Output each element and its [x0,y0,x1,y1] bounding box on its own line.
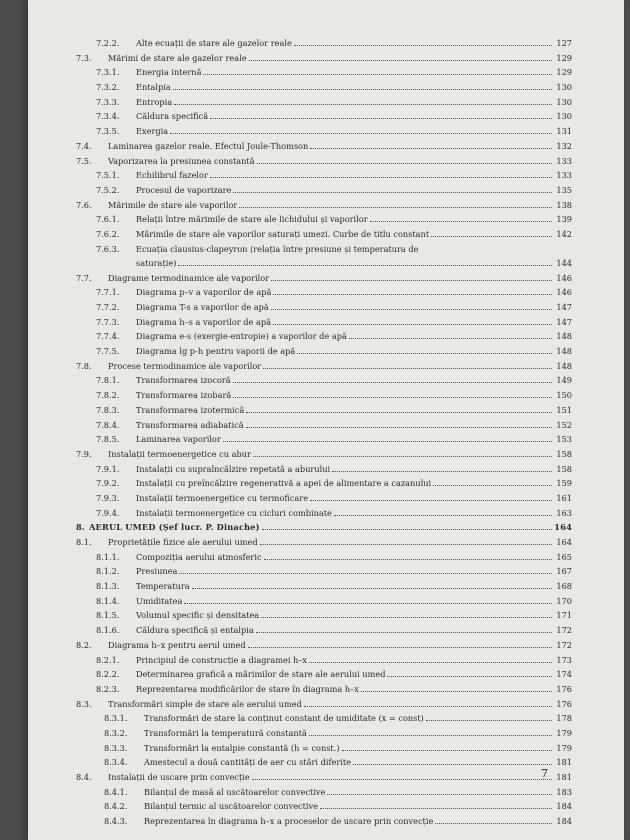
toc-entry-title: Determinarea grafică a mărimilor de stare ale aerului umed [136,669,386,680]
toc-entry-number: 8.1.5. [96,610,120,621]
toc-entry [76,80,572,95]
toc-entry-page: 179 [556,727,572,738]
toc-entry [76,329,572,344]
dot-leader [249,51,552,61]
dot-leader [233,373,552,383]
dot-leader [294,36,552,46]
toc-entry [76,183,572,198]
toc-entry-page: 164 [556,537,572,547]
toc-entry-title-continued: saturație) [136,258,177,269]
toc-entry-title: Diagrama lg p-h pentru vaporii de apă [136,346,296,357]
toc-entry-number: 8.2.2. [96,669,120,680]
toc-entry-title: Reprezentarea modificărilor de stare în diagrama h–x [136,683,359,694]
toc-entry-title: Temperatura [136,581,190,592]
toc-entry-page: 153 [556,434,572,445]
dot-leader [431,227,552,237]
toc-entry [76,154,572,169]
toc-entry [76,491,572,506]
dot-leader [210,168,552,178]
toc-entry-title: Diagrama p–v a vaporilor de apă [136,287,272,298]
toc-entry-title: Transformarea izobară [136,390,232,401]
toc-entry-number: 7.5.2. [96,184,120,195]
toc-entry-number: 7.9. [76,448,92,459]
toc-entry-page: 148 [556,346,572,357]
toc-entry-title: Diagrama h–s a vaporilor de apă [136,316,271,327]
toc-entry [76,212,572,227]
toc-entry-page: 147 [556,316,572,327]
toc-entry [76,95,572,110]
toc-entry-title: Transformarea adiabatică [136,419,244,430]
toc-entry [76,271,572,286]
toc-entry-number: 7.9.2. [96,478,120,489]
toc-entry-number: 8.2.1. [96,654,120,665]
page-folio: 7 [541,767,548,780]
dot-leader [435,814,552,824]
toc-entry [76,65,572,80]
toc-entry-number: 8. [76,522,85,533]
toc-entry [76,638,572,653]
dot-leader [248,638,552,648]
toc-entry-title: Vaporizarea la presiunea constantă [108,155,255,166]
toc-entry-title: Ecuația clausius-clapeyron (relația între presiune și temperatura de [136,243,419,254]
toc-entry [76,755,572,770]
toc-entry-number: 8.1.3. [96,581,120,592]
toc-entry-page: 184 [556,801,572,812]
dot-leader [304,697,552,707]
dot-leader [261,608,552,618]
toc-entry [76,697,572,712]
toc-entry-title: Alte ecuații de stare ale gazelor reale [136,38,292,48]
toc-entry-number: 7.2.2. [96,38,120,48]
toc-entry [76,506,572,521]
toc-entry-page: 152 [556,419,572,430]
toc-entry-page: 172 [556,639,572,650]
toc-entry-number: 7.3.4. [96,111,120,122]
toc-entry-title: Laminarea gazelor reale. Efectul Joule-Thomson [108,140,309,151]
toc-entry-page: 133 [556,155,572,166]
toc-entry-title: Transformări de stare la conținut constant de umiditate (x = const) [144,713,424,724]
toc-entry-number: 8.4.3. [104,816,128,827]
toc-entry [76,785,572,800]
toc-entry-title: Proprietățile fizice ale aerului umed [108,537,258,547]
toc-entry [76,373,572,388]
toc-entry-title: Amestecul a două cantități de aer cu stări diferite [144,757,351,768]
toc-entry [76,109,572,124]
toc-entry [76,36,572,51]
dot-leader [309,653,552,663]
toc-entry [76,579,572,594]
toc-entry [76,359,572,374]
toc-entry-number: 8.3. [76,698,92,709]
toc-entry-title: Căldura specifică [136,111,209,122]
dot-leader [349,329,552,339]
toc-entry-title: Transformarea izocoră [136,375,231,386]
toc-entry-title: Căldura specifică și entalpia [136,625,254,636]
toc-entry-page: 168 [556,581,572,592]
toc-entry-title: Mărimi de stare ale gazelor reale [108,52,247,63]
toc-entry [76,418,572,433]
toc-entry [76,711,572,726]
toc-entry-title: Diagrama h–x pentru aerul umed [108,639,246,650]
dot-leader [173,80,552,90]
toc-entry-number: 8.4.1. [104,786,128,797]
toc-entry-title: Diagrama e-s (exergie-entropie) a vaporilor de apă [136,331,347,342]
toc-entry-page: 173 [556,654,572,665]
toc-entry-page: 146 [556,272,572,283]
toc-entry-title: Relații între mărimile de stare ale lichidului și vaporilor [136,214,368,225]
toc-entry-page: 158 [556,463,572,474]
toc-entry [76,799,572,814]
table-of-contents [76,36,572,829]
dot-leader [310,139,552,149]
toc-entry [76,608,572,623]
toc-entry-number: 7.6.1. [96,214,120,225]
toc-entry-title: Bilanțul termic al uscătoarelor convective [144,801,319,812]
dot-leader [184,594,552,604]
toc-entry [76,51,572,66]
dot-leader [310,491,552,501]
toc-entry-number: 7.3. [76,52,92,63]
toc-entry-page: 172 [556,625,572,636]
toc-entry-page: 139 [556,214,572,225]
toc-entry-number: 7.9.3. [96,492,120,503]
toc-entry-page: 148 [556,360,572,371]
toc-entry-page: 131 [556,126,572,137]
document-page [28,0,624,840]
dot-leader [320,799,552,809]
dot-leader [252,770,552,780]
toc-entry-page: 132 [556,140,572,151]
dot-leader [263,359,552,369]
toc-entry-page: 174 [556,669,572,680]
toc-entry [76,139,572,154]
toc-entry-title: Diagrame termodinamice ale vaporilor [108,272,270,283]
toc-entry-page: 130 [556,96,572,107]
toc-entry [76,124,572,139]
toc-entry-number: 7.3.2. [96,82,120,93]
toc-entry-title: Transformări simple de stare ale aerului umed [108,698,302,709]
toc-entry-number: 7.6.3. [96,243,120,254]
toc-entry-number: 7.7.1. [96,287,120,298]
toc-entry [76,520,572,535]
toc-entry [76,447,572,462]
dot-leader [246,418,552,428]
toc-entry-number: 8.4. [76,772,92,782]
dot-leader [233,183,552,193]
toc-entry-number: 8.1.1. [96,551,120,562]
toc-entry-page: 142 [556,228,572,239]
toc-entry-page: 184 [556,816,572,827]
toc-entry [76,432,572,447]
toc-entry-number: 7.8.1. [96,375,120,386]
toc-entry-page: 171 [556,610,572,621]
toc-entry-title: Instalații de uscare prin convecție [108,772,250,782]
toc-entry-number: 8.3.2. [104,727,128,738]
dot-leader [233,388,552,398]
toc-entry-number: 8.2.3. [96,683,120,694]
toc-entry [76,814,572,829]
toc-entry-number: 7.5. [76,155,92,166]
toc-entry [76,476,572,491]
dot-leader [179,564,552,574]
toc-entry [76,388,572,403]
toc-entry-number: 8.4.2. [104,801,128,812]
toc-entry-title: Transformări la temperatură constantă [144,727,307,738]
toc-entry-page: 179 [556,742,572,753]
toc-entry-number: 8.3.4. [104,757,128,768]
toc-entry-title: Transformări la entalpie constantă (h = const.) [144,742,340,753]
toc-entry [76,285,572,300]
dot-leader [342,741,552,751]
toc-entry-title: Procese termodinamice ale vaporilor [108,360,262,371]
dot-leader [203,65,552,75]
toc-entry-number: 8.3.1. [104,713,128,724]
toc-entry-page: 176 [556,698,572,709]
toc-entry-title: Reprezentarea în diagrama h–x a proceselor de uscare prin convecție [144,816,434,827]
toc-entry-title: Volumul specific și densitatea [136,610,260,621]
toc-entry-page: 167 [556,566,572,577]
toc-entry-page: 163 [556,507,572,518]
toc-entry [76,535,572,550]
toc-entry-page: 158 [556,448,572,459]
toc-entry-number: 7.8.5. [96,434,120,445]
dot-leader [264,550,552,560]
toc-entry-page: 150 [556,390,572,401]
toc-entry-page: 181 [556,772,572,782]
toc-entry-title: Principiul de construcție a diagramei h–x [136,654,308,665]
toc-entry-page: 133 [556,170,572,181]
toc-entry-title: Laminarea vaporilor [136,434,221,445]
toc-entry-number: 8.3.3. [104,742,128,753]
toc-entry-title: Umiditatea [136,595,183,606]
dot-leader [327,785,552,795]
dot-leader [262,520,552,530]
toc-entry [76,741,572,756]
dot-leader [223,432,552,442]
toc-entry-title: Transformarea izotermică [136,404,245,415]
dot-leader [309,726,552,736]
toc-entry-title: Entalpia [136,82,171,93]
toc-entry-page: 130 [556,82,572,93]
toc-entry-page: 129 [556,52,572,63]
toc-entry-number: 8.1.2. [96,566,120,577]
toc-entry-title: Entropia [136,96,173,107]
toc-entry [76,564,572,579]
toc-entry-title: Bilanțul de masă al uscătoarelor convective [144,786,326,797]
toc-entry-number: 7.7.5. [96,346,120,357]
toc-entry-title: Instalații termoenergetice cu termoficare [136,492,309,503]
toc-entry-number: 7.4. [76,140,92,151]
dot-leader [332,462,552,472]
dot-leader [253,447,552,457]
toc-entry-title: Instalații termoenergetice cu abur [108,448,251,459]
dot-leader [210,109,552,119]
toc-entry-page: 183 [556,786,572,797]
toc-entry-number: 7.7. [76,272,92,283]
toc-entry-page: 135 [556,184,572,195]
dot-leader [239,198,552,208]
toc-entry-page: 148 [556,331,572,342]
toc-entry-number: 7.7.3. [96,316,120,327]
toc-entry-title: AERUL UMED (Șef lucr. P. Dinache) [88,522,260,533]
toc-entry-page: 181 [556,757,572,768]
toc-entry [76,550,572,565]
toc-entry-number: 8.2. [76,639,92,650]
toc-entry-title: Diagrama T-s a vaporilor de apă [136,302,269,312]
dot-leader [246,403,552,413]
toc-entry-title: Procesul de vaporizare [136,184,232,195]
toc-entry-number: 7.8. [76,360,92,371]
toc-entry-number: 7.9.4. [96,507,120,518]
dot-leader [260,535,552,545]
toc-entry-title: Instalații termoenergetice cu cicluri combinate [136,507,332,518]
toc-entry-title: Exergia [136,126,169,137]
toc-entry-number: 8.1.4. [96,595,120,606]
dot-leader [426,711,552,721]
toc-entry-page: 151 [556,404,572,415]
dot-leader [433,476,552,486]
dot-leader [271,271,552,281]
toc-entry-title: Energia internă [136,67,202,78]
dot-leader [174,95,552,105]
toc-entry [76,594,572,609]
toc-entry [76,726,572,741]
toc-entry [76,168,572,183]
toc-entry-page: 146 [556,287,572,298]
dot-leader [334,506,552,516]
toc-entry [76,682,572,697]
toc-entry-title: Instalații cu preîncălzire regenerativă a apei de alimentare a cazanului [136,478,432,489]
toc-entry-page: 127 [556,38,572,48]
toc-entry-page: 164 [554,522,572,533]
dot-leader [178,256,552,266]
toc-entry-page: 130 [556,111,572,122]
toc-entry-page: 138 [556,199,572,210]
toc-entry-number: 7.6. [76,199,92,210]
dot-leader [273,315,552,325]
dot-leader [353,755,552,765]
toc-entry-page: 159 [556,478,572,489]
toc-entry-number: 7.8.2. [96,390,120,401]
toc-entry-number: 7.8.3. [96,404,120,415]
toc-entry-number: 8.1. [76,537,92,547]
toc-entry-title: Instalații cu supraîncălzire repetată a aburului [136,463,331,474]
toc-entry-title: Echilibrul fazelor [136,170,208,181]
toc-entry [76,623,572,638]
toc-entry [76,403,572,418]
toc-entry-page: 170 [556,595,572,606]
toc-entry-page: 178 [556,713,572,724]
toc-entry [76,653,572,668]
dot-leader [192,579,552,589]
dot-leader [297,344,552,354]
toc-entry-page: 147 [556,302,572,312]
toc-entry-title: Mărimile de stare ale vaporilor saturați umezi. Curbe de titlu constant [136,228,430,239]
toc-entry [76,462,572,477]
toc-entry-number: 7.5.1. [96,170,120,181]
toc-entry [76,770,572,785]
toc-entry [76,242,572,271]
toc-entry [76,227,572,242]
toc-entry-number: 7.8.4. [96,419,120,430]
toc-entry [76,198,572,213]
toc-entry-page: 149 [556,375,572,386]
toc-entry-number: 7.7.4. [96,331,120,342]
toc-entry-number: 7.6.2. [96,228,120,239]
toc-entry-number: 8.1.6. [96,625,120,636]
toc-entry-page: 161 [556,492,572,503]
toc-entry-number: 7.3.5. [96,126,120,137]
dot-leader [361,682,552,692]
dot-leader [273,285,552,295]
toc-entry-number: 7.3.3. [96,96,120,107]
toc-entry-page: 165 [556,551,572,562]
dot-leader [387,667,552,677]
dot-leader [256,623,552,633]
toc-entry-title: Compoziția aerului atmosferic [136,551,262,562]
dot-leader [271,300,552,310]
toc-entry-number: 7.7.2. [96,302,120,312]
toc-entry-page: 144 [556,257,572,268]
toc-entry [76,344,572,359]
toc-entry-number: 7.3.1. [96,67,120,78]
toc-entry [76,300,572,315]
dot-leader [170,124,552,134]
toc-entry-page: 129 [556,67,572,78]
toc-entry-title: Mărimile de stare ale vaporilor [108,199,238,210]
toc-entry [76,667,572,682]
toc-entry-title: Presiunea [136,566,178,577]
dot-leader [257,154,552,164]
toc-entry-number: 7.9.1. [96,463,120,474]
toc-entry-page: 176 [556,683,572,694]
dot-leader [370,212,552,222]
toc-entry [76,315,572,330]
